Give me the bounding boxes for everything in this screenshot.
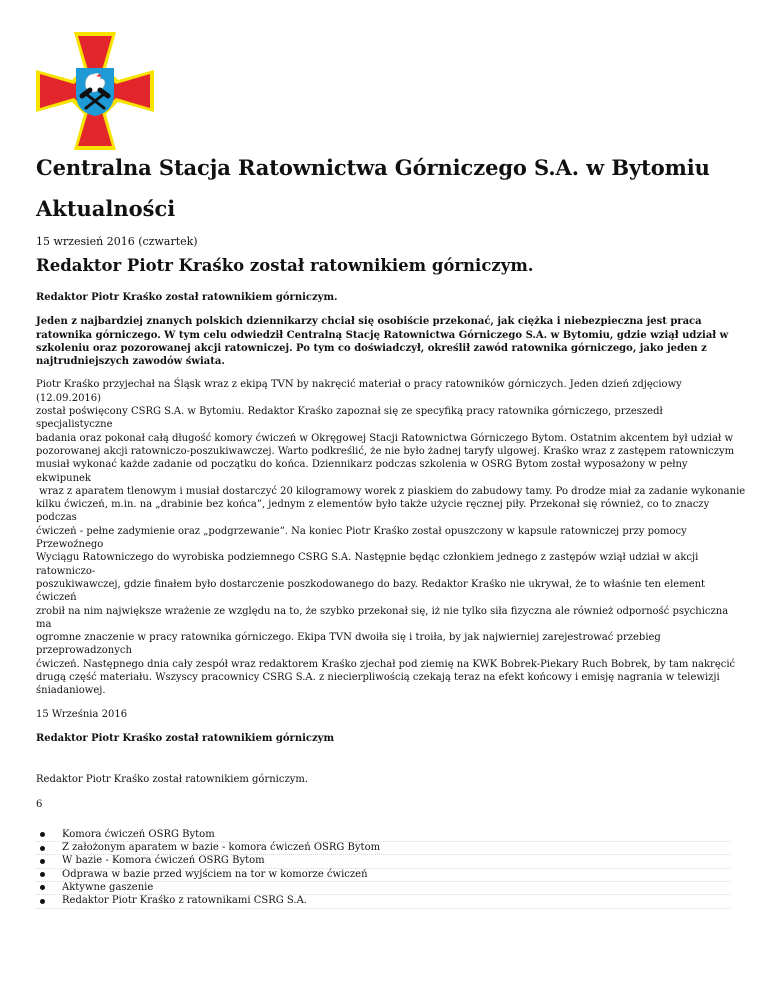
gallery-item[interactable] xyxy=(36,829,730,842)
footer-date: 15 Września 2016 xyxy=(36,708,128,720)
gallery-item[interactable] xyxy=(36,855,730,868)
bullet-icon xyxy=(40,859,45,864)
gallery-item[interactable] xyxy=(36,895,730,908)
gallery-item-label: Komora ćwiczeń OSRG Bytom xyxy=(62,828,215,840)
article-date: 15 wrzesień 2016 (czwartek) xyxy=(36,235,198,248)
rescue-cross-emblem-logo xyxy=(36,32,154,150)
gallery-list xyxy=(36,829,736,909)
article-title: Redaktor Piotr Kraśko został ratownikiem górniczym. xyxy=(36,256,534,275)
article-content xyxy=(36,291,746,909)
gallery-item-label: Odprawa w bazie przed wyjściem na tor w komorze ćwiczeń xyxy=(62,868,368,880)
article-lead: Jeden z najbardziej znanych polskich dziennikarzy chciał się osobiście przekonać, jak ciężka i niebezpieczna jest praca ratownika górniczego. W tym celu odwiedził Centralną Stację Ratownictwa Górniczego S.A. w Bytomiu, gdzie wziął udział w szkoleniu oraz pozorowanej akcji ratowniczej. Po tym co doświadczył, określił zawód ratownika górniczego, jako jeden z najtrudniejszych zawodów świata. xyxy=(36,316,729,368)
body-line: poszukiwawczej, gdzie finałem było dostarczenie poszkodowanego do bazy. Redaktor Kraśko nie ukrywał, że to właśnie ten element ćwiczeń xyxy=(36,578,706,604)
bullet-icon xyxy=(40,899,45,904)
gallery-item[interactable] xyxy=(36,882,730,895)
site-title: Centralna Stacja Ratownictwa Górniczego S.A. w Bytomiu xyxy=(36,155,710,180)
gallery-item[interactable] xyxy=(36,869,730,882)
body-line: ogromne znaczenie w pracy ratownika górniczego. Ekipa TVN dwoiła się i troiła, by jak najwierniej zarejestrować przebieg przeprowadzonych xyxy=(36,632,661,657)
body-line: drugą część materiału. Wszyscy pracownicy CSRG S.A. z niecierpliwością czekają teraz na efekt końcowy i emisję nagrania w telewizji xyxy=(36,672,720,684)
body-line: pozorowanej akcji ratowniczo-poszukiwawczej. Warto podkreślić, że nie było żadnej taryfy ulgowej. Kraśko wraz z zastępem ratowniczym xyxy=(36,445,735,457)
bullet-icon xyxy=(40,872,45,877)
gallery-item-label: Z założonym aparatem w bazie - komora ćwiczeń OSRG Bytom xyxy=(62,842,381,854)
body-line: musiał wykonać każde zadanie od początku do końca. Dziennikarz podczas szkolenia w OSRG Bytom został wyposażony w pełny ekwipunek xyxy=(36,459,688,484)
body-line: został poświęcony CSRG S.A. w Bytomiu. Redaktor Kraśko zapoznał się ze specyfiką pracy ratownika górniczego, przeszedł specjalistyczne xyxy=(36,406,663,431)
section-title: Aktualności xyxy=(36,196,176,221)
photo-count: 6 xyxy=(36,798,43,810)
body-line: zrobił na nim największe wrażenie ze względu na to, że szybko przekonał się, iż nie tylko siła fizyczna ale również odporność psychiczna ma xyxy=(36,605,729,630)
article-body xyxy=(36,378,746,697)
bullet-icon xyxy=(40,846,45,851)
bullet-icon xyxy=(40,832,45,837)
body-line: ćwiczeń - pełne zadymienie oraz „podgrzewanie”. Na koniec Piotr Kraśko został opuszczony w kapsule ratowniczej przy pomocy Przewoźnego xyxy=(36,525,687,551)
gallery-description: Redaktor Piotr Kraśko został ratownikiem górniczym. xyxy=(36,774,309,786)
lead-title: Redaktor Piotr Kraśko został ratownikiem górniczym. xyxy=(36,292,338,303)
body-line: badania oraz pokonał całą długość komory ćwiczeń w Okręgowej Stacji Ratownictwa Górniczego Bytom. Ostatnim akcentem był udział w xyxy=(36,432,734,444)
gallery-title: Redaktor Piotr Kraśko został ratownikiem górniczym xyxy=(36,732,335,744)
body-line: ćwiczeń. Następnego dnia cały zespół wraz redaktorem Kraśko zjechał pod ziemię na KWK Bobrek-Piekary Ruch Bobrek, by tam nakręcić xyxy=(36,658,736,670)
body-line: Piotr Kraśko przyjechał na Śląsk wraz z ekipą TVN by nakręcić materiał o pracy ratowników górniczych. Jeden dzień zdjęciowy (12.09.2016) xyxy=(36,379,682,404)
body-line: kilku ćwiczeń, m.in. na „drabinie bez końca”, jednym z elementów było także użycie ręcznej piły. Przekonał się również, co to znaczy podczas xyxy=(36,499,710,524)
bullet-icon xyxy=(40,885,45,890)
body-line: śniadaniowej. xyxy=(36,685,106,697)
gallery-item-label: Aktywne gaszenie xyxy=(62,881,154,893)
gallery-item-label: W bazie - Komora ćwiczeń OSRG Bytom xyxy=(62,855,265,867)
gallery-item[interactable] xyxy=(36,842,730,855)
gallery-item-label: Redaktor Piotr Kraśko z ratownikami CSRG S.A. xyxy=(62,895,307,907)
body-line: Wyciągu Ratowniczego do wyrobiska podziemnego CSRG S.A. Następnie będąc członkiem jednego z zastępów wziął udział w akcji ratowniczo- xyxy=(36,552,699,577)
body-line: wraz z aparatem tlenowym i musiał dostarczyć 20 kilogramowy worek z piaskiem do zabudowy tamy. Po drodze miał za zadanie wykonanie xyxy=(36,485,746,497)
